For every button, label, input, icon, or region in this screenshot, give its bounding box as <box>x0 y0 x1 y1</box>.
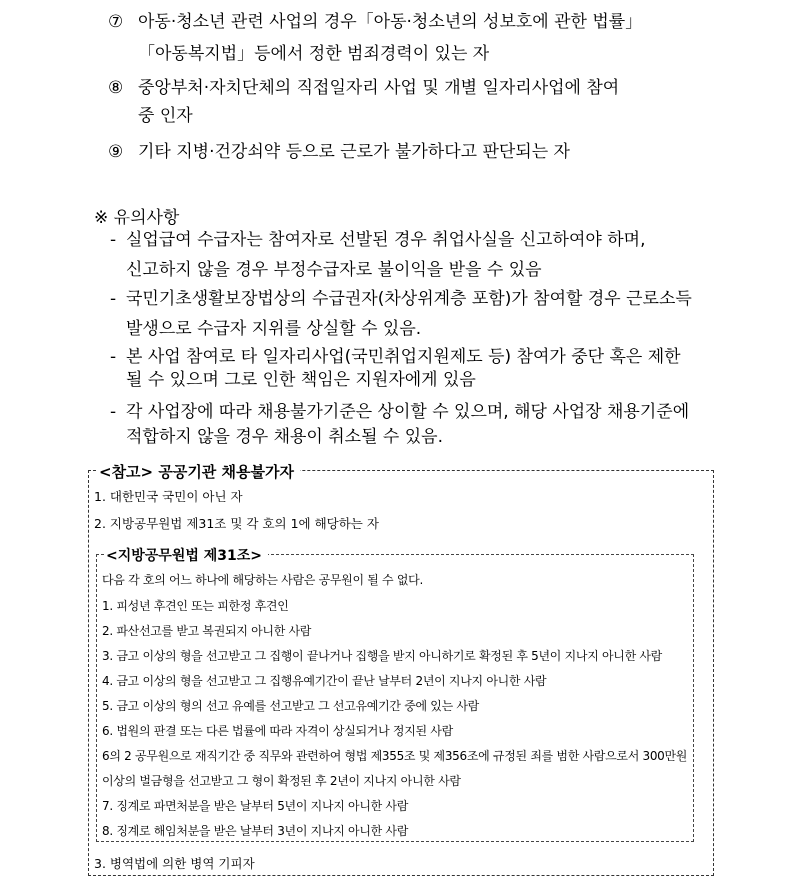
note-text: 국민기초생활보장법상의 수급권자(차상위계층 포함)가 참여할 경우 근로소득 <box>126 289 692 309</box>
criterion-number: ⑨ <box>108 142 124 162</box>
criterion-text: 기타 지병·건강쇠약 등으로 근로가 불가하다고 판단되는 자 <box>138 142 570 162</box>
note-text: 실업급여 수급자는 참여자로 선발된 경우 취업사실을 신고하여야 하며, <box>126 230 646 250</box>
criterion-7 <box>108 12 643 64</box>
article-title: <지방공무원법 제31조> <box>104 545 268 565</box>
criterion-number: ⑦ <box>108 12 124 32</box>
reference-title: <참고> 공공기관 채용불가자 <box>97 461 300 482</box>
criterion-text: 중앙부처·자치단체의 직접일자리 사업 및 개별 일자리사업에 참여 <box>138 78 620 98</box>
note-dash: - <box>110 230 117 250</box>
reference-item-1: 1. 대한민국 국민이 아닌 자 <box>94 489 243 504</box>
note-item <box>110 347 681 390</box>
note-text-continued: 발생으로 수급자 지위를 상실할 수 있음. <box>126 319 422 339</box>
criterion-text-continued: 중 인자 <box>138 106 193 126</box>
notes-title: ※ 유의사항 <box>94 208 180 228</box>
article-line: 5. 금고 이상의 형의 선고 유예를 선고받고 그 선고유예기간 중에 있는 사람 <box>102 699 479 713</box>
article-line: 이상의 벌금형을 선고받고 그 형이 확정된 후 2년이 지나지 아니한 사람 <box>102 774 461 788</box>
article-line: 3. 금고 이상의 형을 선고받고 그 집행이 끝나거나 집행을 받지 아니하기로 확정된 후 5년이 지나지 아니한 사람 <box>102 649 662 663</box>
note-dash: - <box>110 347 117 367</box>
criterion-text-continued: 「아동복지법」등에서 정한 범죄경력이 있는 자 <box>138 44 490 64</box>
criterion-9 <box>108 142 570 163</box>
article-intro: 다음 각 호의 어느 하나에 해당하는 사람은 공무원이 될 수 없다. <box>102 573 423 587</box>
article-line: 2. 파산선고를 받고 복권되지 아니한 사람 <box>102 624 312 638</box>
article-line: 6. 법원의 판결 또는 다른 법률에 따라 자격이 상실되거나 정지된 사람 <box>102 724 453 738</box>
article-line: 6의 2 공무원으로 재직기간 중 직무와 관련하여 형법 제355조 및 제356조에 규정된 죄를 범한 사람으로서 300만원 <box>102 749 688 763</box>
note-item <box>110 289 692 339</box>
article-line: 4. 금고 이상의 형을 선고받고 그 집행유예기간이 끝난 날부터 2년이 지나지 아니한 사람 <box>102 674 547 688</box>
criterion-text: 아동·청소년 관련 사업의 경우「아동·청소년의 성보호에 관한 법률」 <box>138 12 643 32</box>
criterion-number: ⑧ <box>108 78 124 98</box>
note-text-continued: 될 수 있으며 그로 인한 책임은 지원자에게 있음 <box>126 370 476 390</box>
note-dash: - <box>110 402 117 422</box>
reference-item-3: 3. 병역법에 의한 병역 기피자 <box>94 856 255 871</box>
note-item <box>110 402 690 447</box>
note-text: 본 사업 참여로 타 일자리사업(국민취업지원제도 등) 참여가 중단 혹은 제한 <box>126 347 681 367</box>
article-line: 7. 징계로 파면처분을 받은 날부터 5년이 지나지 아니한 사람 <box>102 799 409 813</box>
reference-item-2: 2. 지방공무원법 제31조 및 각 호의 1에 해당하는 자 <box>94 516 379 531</box>
criterion-8 <box>108 78 620 126</box>
article-line: 1. 피성년 후견인 또는 피한정 후견인 <box>102 599 289 613</box>
note-item <box>110 230 646 280</box>
note-text-continued: 신고하지 않을 경우 부정수급자로 불이익을 받을 수 있음 <box>126 260 542 280</box>
note-text-continued: 적합하지 않을 경우 채용이 취소될 수 있음. <box>126 427 444 447</box>
note-dash: - <box>110 289 117 309</box>
note-text: 각 사업장에 따라 채용불가기준은 상이할 수 있으며, 해당 사업장 채용기준에 <box>126 402 690 422</box>
article-line: 8. 징계로 해임처분을 받은 날부터 3년이 지나지 아니한 사람 <box>102 824 409 838</box>
